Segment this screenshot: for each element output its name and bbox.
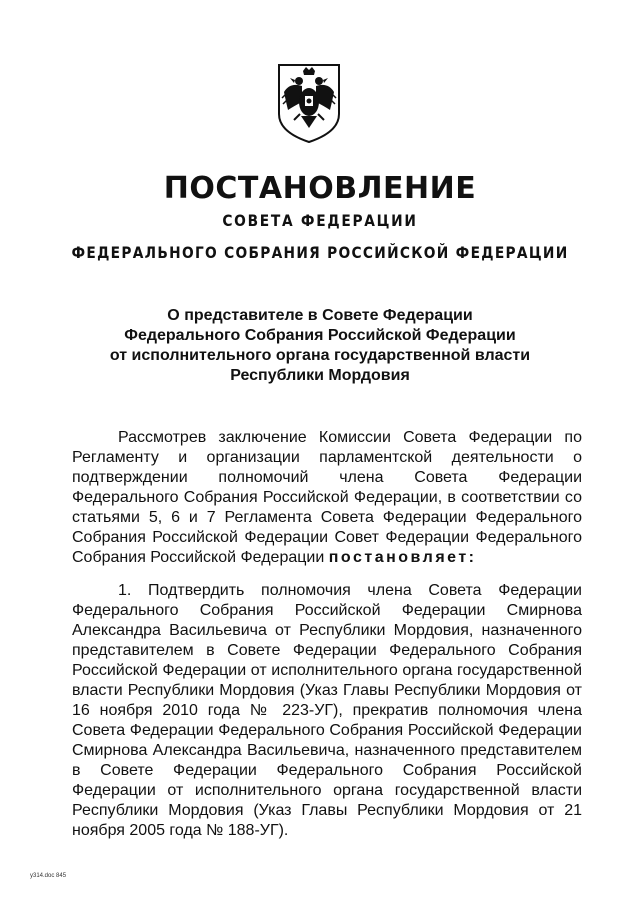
document-subject: [60, 306, 580, 386]
issuer-line-2: ФЕДЕРАЛЬНОГО СОБРАНИЯ РОССИЙСКОЙ ФЕДЕРАЦИИ: [71, 243, 569, 262]
item-1-text: 1. Подтвердить полномочия члена Совета Федерации Федерального Собрания Российской Федерации Смирнова Александра Васильевича от Республики Мордовия, назначенного представителем в Совете Федерации Федерального Собрания Российской Федерации от исполнительного органа государственной власти Республики Мордовия (Указ Главы Республики Мордовия от 16 ноября 2010 года № 223-УГ), прекратив полномочия члена Совета Федерации Федерального Собрания Российской Федерации Смирнова Александра Васильевича, назначенного представителем в Совете Федерации Федерального Собрания Российской Федерации от исполнительного органа государственной власти Республики Мордовия (Указ Главы Республики Мордовия от 21 ноября 2005 года № 188-УГ).: [72, 582, 582, 839]
preamble-text: Рассмотрев заключение Комиссии Совета Федерации по Регламенту и организации парламентской деятельности о подтверждении полномочий члена Совета Федерации Федерального Собрания Российской Федерации, в соответствии со статьями 5, 6 и 7 Регламента Совета Федерации Федерального Собрания Российской Федерации Совет Федерации Федерального Собрания Российской Федерации: [72, 429, 582, 566]
subject-line: от исполнительного органа государственной власти: [109, 347, 531, 364]
paragraph-preamble: [72, 428, 582, 568]
file-code: у314.doc 845: [30, 873, 67, 879]
issuer-line-1: СОВЕТА ФЕДЕРАЦИИ: [222, 211, 418, 230]
subject-line: О представителе в Совете Федерации: [167, 307, 473, 324]
document-title: ПОСТАНОВЛЕНИЕ: [163, 171, 477, 206]
resolves-keyword: постановляет:: [328, 549, 477, 566]
subject-line: Федерального Собрания Российской Федерации: [124, 327, 516, 344]
coat-of-arms-icon: [276, 62, 342, 144]
paragraph-item-1: [72, 581, 582, 841]
subject-line: Республики Мордовия: [230, 367, 410, 384]
